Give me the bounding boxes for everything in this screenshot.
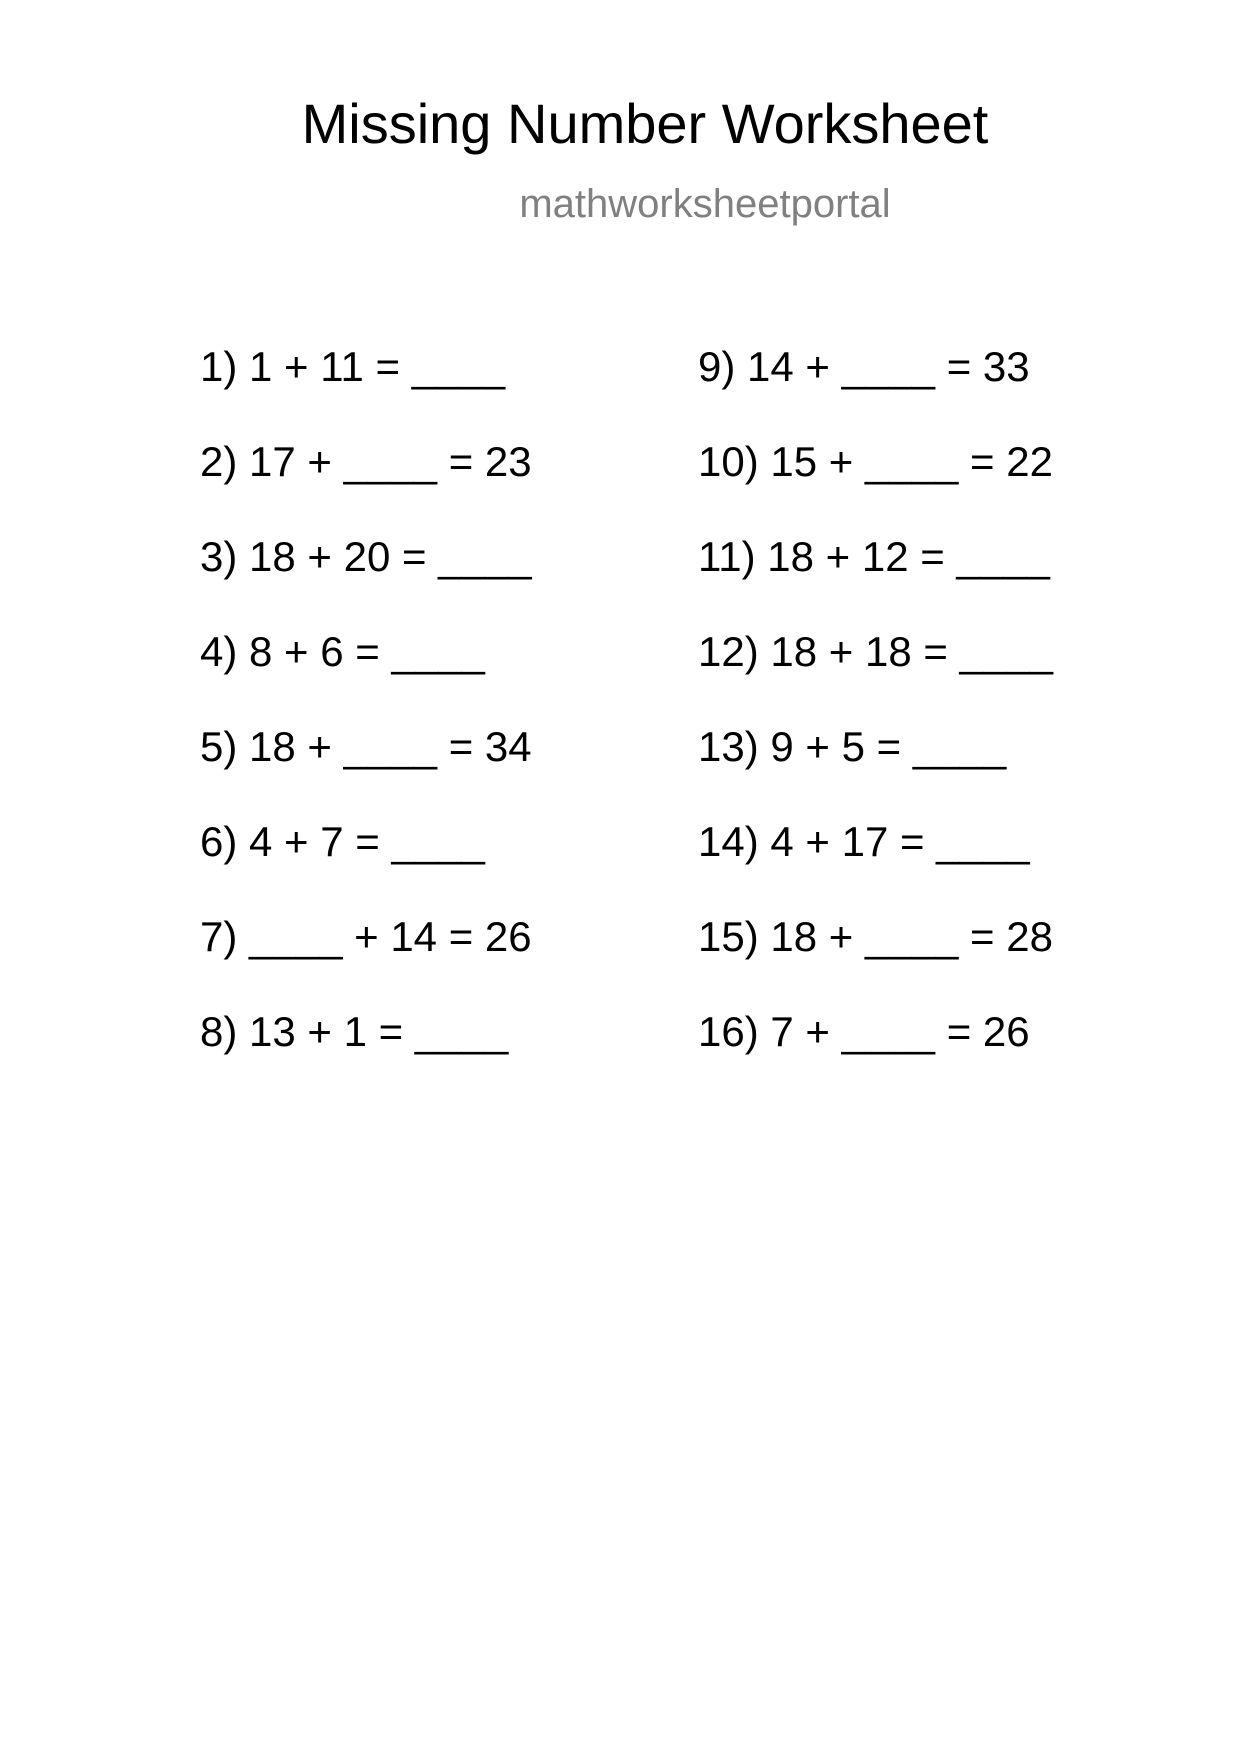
- problem-item: 15) 18 + ____ = 28: [698, 913, 1053, 960]
- problem-item: 13) 9 + 5 = ____: [698, 723, 1007, 770]
- problem-column-right: [698, 343, 1053, 1106]
- problem-item: 4) 8 + 6 = ____: [200, 628, 485, 675]
- problem-item: 7) ____ + 14 = 26: [200, 913, 532, 960]
- problem-item: 3) 18 + 20 = ____: [200, 533, 532, 580]
- problem-item: 5) 18 + ____ = 34: [200, 723, 532, 770]
- problem-item: 8) 13 + 1 = ____: [200, 1008, 509, 1055]
- page-title: Missing Number Worksheet: [301, 92, 989, 155]
- problem-item: 12) 18 + 18 = ____: [698, 628, 1053, 675]
- problem-item: 10) 15 + ____ = 22: [698, 438, 1053, 485]
- problem-item: 14) 4 + 17 = ____: [698, 818, 1030, 865]
- problem-item: 2) 17 + ____ = 23: [200, 438, 532, 485]
- problem-item: 1) 1 + 11 = ____: [200, 343, 506, 390]
- problem-item: 6) 4 + 7 = ____: [200, 818, 485, 865]
- subtitle: mathworksheetportal: [519, 182, 891, 226]
- problem-column-left: [200, 343, 532, 1106]
- problem-item: 9) 14 + ____ = 33: [698, 343, 1030, 390]
- problem-item: 11) 18 + 12 = ____: [698, 533, 1050, 580]
- problem-item: 16) 7 + ____ = 26: [698, 1008, 1030, 1055]
